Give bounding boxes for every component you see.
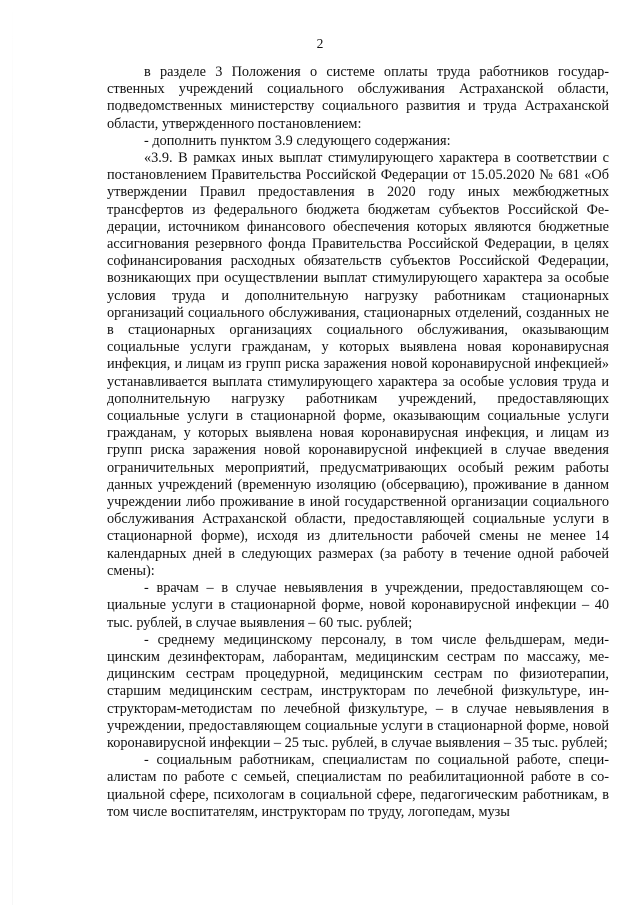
- page-number: 2: [316, 36, 324, 51]
- paragraph-add-clause: - дополнить пунктом 3.9 следующего содержания:: [144, 132, 451, 149]
- paragraph-doctors: - врачам – в случае невыявления в учреждении, предоставляющем социальные услуги в стационарной форме, новой коронавирусной инфекции – 40 тыс. рублей, в случае выявления – 60 тыс. рублей;: [107, 580, 609, 631]
- document-body: [107, 64, 609, 821]
- scan-edge-shadow: [12, 0, 13, 905]
- paragraph-section-3-intro: в разделе 3 Положения о системе оплаты труда работников государственных учреждений социального обслуживания Астраханской области, подведомственных министерству социального развития и труда Астраханской области, утвержденного постановлением:: [107, 64, 609, 132]
- paragraph-mid-medical-staff: - среднему медицинскому персоналу, в том числе фельдшерам, медицинским дезинфекторам, лаборантам, медицинским сестрам по массажу, медицинским сестрам процедурной, медицинским сестрам по физиотерапии, старшим медицинским сестрам, инструкторам по лечебной физкультуре, инструкторам-методистам по лечебной физкультуре, – в случае невыявления в учреждении, предоставляющем социальные услуги в стационарной форме, новой коронавирусной инфекции – 25 тыс. рублей, в случае выявления – 35 тыс. рублей;: [107, 631, 609, 751]
- paragraph-clause-3-9: «3.9. В рамках иных выплат стимулирующего характера в соответствии с постановлением Правительства Российской Федерации от 15.05.2020 № 681 «Об утверждении Правил предоставления в 2020 году иных межбюджетных трансфертов из федерального бюджета бюджетам субъектов Российской Федерации, источником финансового обеспечения которых являются бюджетные ассигнования резервного фонда Правительства Российской Федерации, в целях софинансирования расходных обязательств субъектов Российской Федерации, возникающих при осуществлении выплат стимулирующего характера за особые условия труда и дополнительную нагрузку работникам стационарных организаций социального обслуживания, стационарных отделений, созданных не в стационарных организациях социального обслуживания, оказывающим социальные услуги гражданам, у которых выявлена новая коронавирусная инфекция, и лицам из групп риска заражения новой коронавирусной инфекцией» устанавливается выплата стимулирующего характера за особые условия труда и дополнительную нагрузку работникам учреждений, предоставляющих социальные услуги в стационарной форме, оказывающим социальные услуги гражданам, у которых выявлена новая коронавирусная инфекция, и лицам из групп риска заражения новой коронавирусной инфекцией в случае введения ограничительных мероприятий, предусматривающих особый режим работы данных учреждений (временную изоляцию (обсервацию), проживание в данном учреждении либо проживание в иной государственной организации социального обслуживания Астраханской области, предоставляющей социальные услуги в стационарной форме), исходя из длительности рабочей смены не менее 14 календарных дней в следующих размерах (за работу в течение одной рабочей смены):: [107, 150, 609, 579]
- paragraph-social-workers: - социальным работникам, специалистам по социальной работе, специалистам по работе с семьей, специалистам по реабилитационной работе в социальной сфере, психологам в социальной сфере, педагогическим работникам, в том числе воспитателям, инструкторам по труду, логопедам, музы: [107, 752, 609, 820]
